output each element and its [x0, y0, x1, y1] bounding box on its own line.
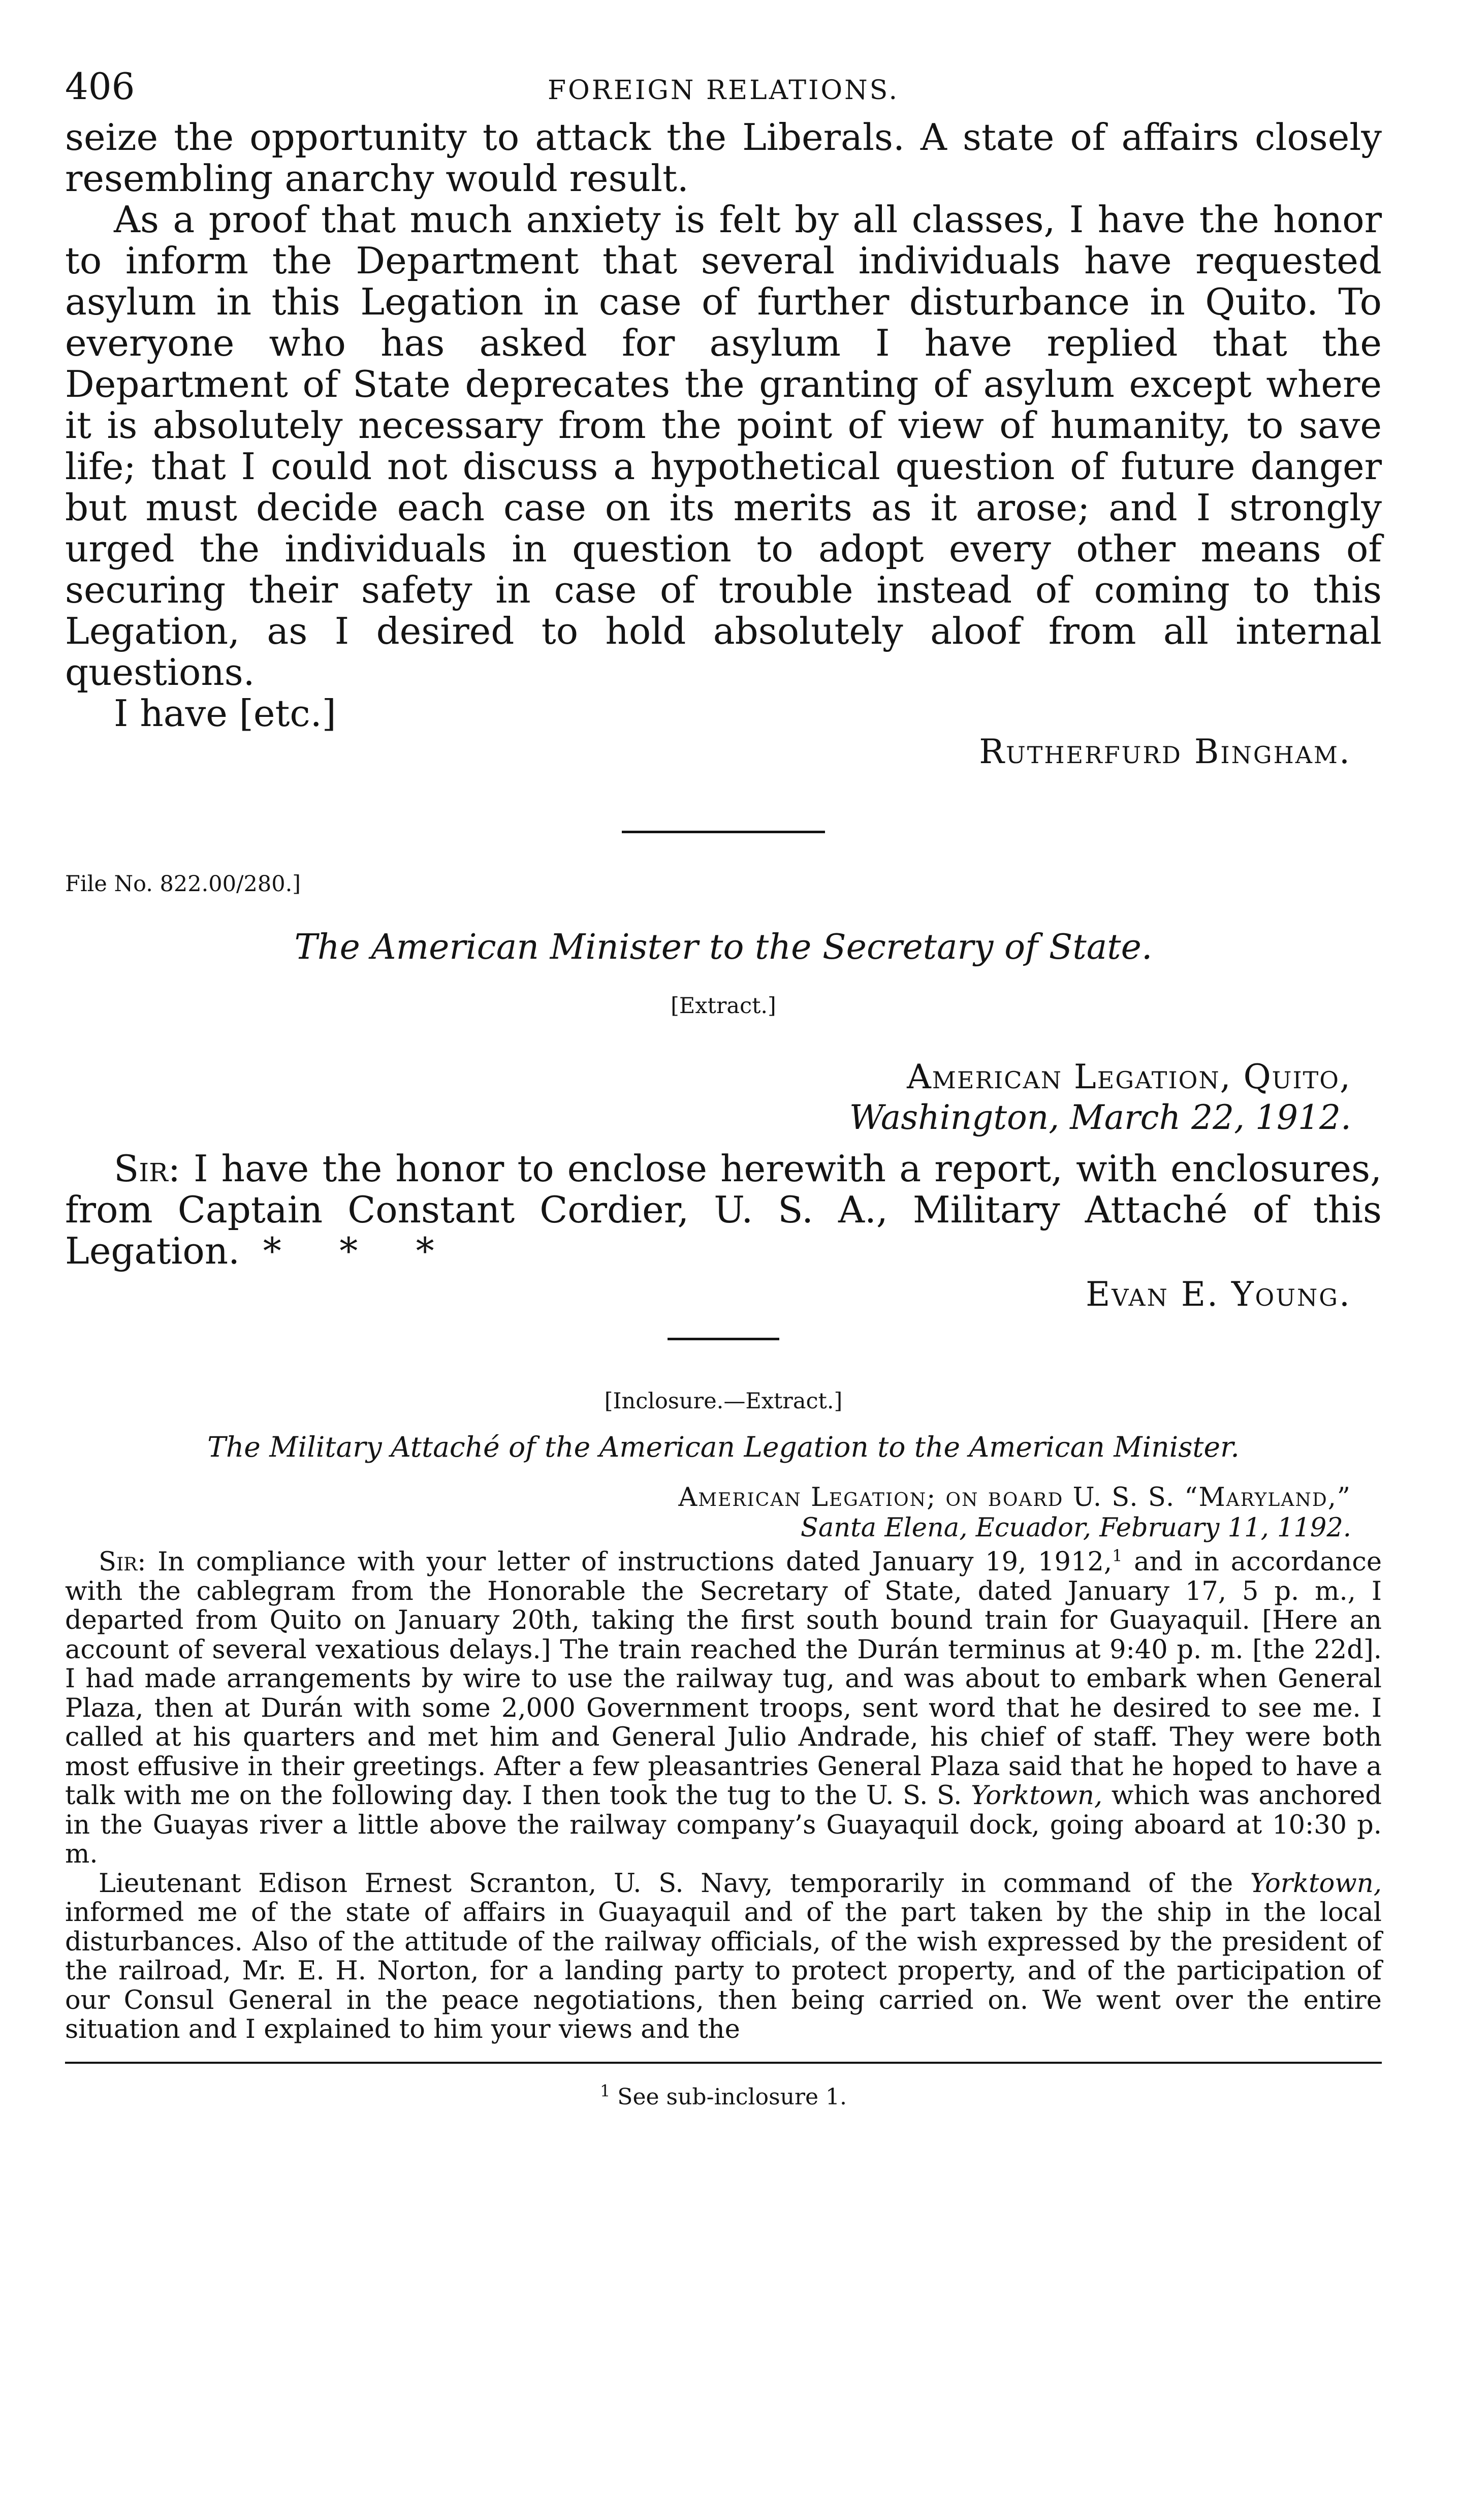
letter-body [65, 1148, 1382, 1272]
inclosure-text: and in accordance with the cablegram from the Honorable the Secretary of State, dated January 17, 5 p. m., I departed from Quito on January 20th, taking the first south bound train for Guayaquil. [Here an account of several vexatious delays.] The train reached the Durán terminus at 9:40 p. m. [the 22d]. I had made arrangements by wire to use the railway tug, and was about to embark when General Plaza, then at Durán with some 2,000 Government troops, sent word that he desired to see me. I called at his quarters and met him and General Julio Andrade, his chief of staff. They were both most effusive in their greetings. After a few pleasantries General Plaza said that he hoped to have a talk with me on the following day. I then took the tug to the U. S. S. [65, 1547, 1382, 1811]
continuation-paragraph-1: seize the opportunity to attack the Liberals. A state of affairs closely resembling anarchy would result. [65, 116, 1382, 200]
footnote [65, 2082, 1382, 2113]
continuation-paragraph-2: As a proof that much anxiety is felt by all classes, I have the honor to inform the Department that several individuals have requested asylum in this Legation in case of further disturbance in Quito. To everyone who has asked for asylum I have replied that the Department of State deprecates the granting of asylum except where it is absolutely necessary from the point of view of humanity, to save life; that I could not discuss a hypothetical question of future danger but must decide each case on its merits as it arose; and I strongly urged the individuals in question to adopt every other means of securing their safety in case of trouble instead of coming to this Legation, as I desired to hold absolutely aloof from all internal questions. [65, 198, 1382, 694]
document-title: The American Minister to the Secretary of State. [294, 927, 1153, 967]
page-number: 406 [65, 65, 135, 108]
salutation: Sir [114, 1147, 168, 1190]
document-2 [65, 869, 1382, 1317]
inclosure-note: [Inclosure.—Extract.] [604, 1389, 843, 1414]
inclosure-paragraph-2 [65, 1869, 1382, 2044]
running-head: FOREIGN RELATIONS. [548, 75, 899, 106]
inclosure-text: informed me of the state of affairs in Guayaquil and of the part taken by the ship in the local disturbances. Also of the attitude of the railway officials, of the wish expressed by the president of the railroad, Mr. E. H. Norton, for a landing party to protect property, and of the participation of our Consul General in the peace negotiations, then being carried on. We went over the entire situation and I explained to him your views and the [65, 1898, 1382, 2044]
ship-name: Yorktown, [1250, 1868, 1382, 1899]
continuation-section [65, 117, 1382, 775]
inclosure-text: Lieutenant Edison Ernest Scranton, U. S. Navy, temporarily in command of the [99, 1868, 1250, 1899]
omission-asterisks: * * * [263, 1230, 434, 1272]
inclosure-dateline-place: American Legation; on board U. S. S. “Maryland,” [678, 1483, 1351, 1513]
closing-formula: I have [etc.] [114, 692, 336, 735]
dateline-place: American Legation, Quito, [907, 1057, 1351, 1096]
signature-bingham: Rutherfurd Bingham. [979, 732, 1351, 771]
extract-note: [Extract.] [671, 993, 776, 1019]
footnote-mark: 1 [599, 2081, 611, 2100]
inclosure-text: which was anchored in the Guayas river a little above the railway company’s Guayaquil dock, going aboard at 10:30 p. m. [65, 1781, 1382, 1869]
dateline-date: Washington, March 22, 1912. [849, 1098, 1351, 1137]
ship-name: Yorktown, [970, 1781, 1103, 1811]
page-header [65, 61, 1382, 117]
footnote-reference[interactable]: 1 [1112, 1546, 1123, 1565]
file-number: File No. 822.00/280.] [65, 871, 301, 897]
dateline [65, 1057, 1351, 1138]
inclosure-paragraph-1 [65, 1548, 1382, 1869]
footnote-text: See sub-inclosure 1. [610, 2084, 847, 2110]
inclosure-text: : In compliance with your letter of instructions dated January 19, 1912, [137, 1547, 1113, 1577]
signature-young: Evan E. Young. [1086, 1275, 1351, 1314]
inclosure-title: The Military Attaché of the American Legation to the American Minister. [207, 1431, 1240, 1463]
inclosure-dateline-date: Santa Elena, Ecuador, February 11, 1192. [800, 1513, 1351, 1543]
inclosure-salutation: Sir [99, 1547, 138, 1577]
inclosure [65, 1386, 1382, 2044]
inclosure-dateline [65, 1483, 1351, 1544]
footnote-divider [65, 2062, 1382, 2064]
letter-text: : I have the honor to enclose herewith a report, with enclosures, from Captain Constant Cordier, U. S. A., Military Attaché of this Legation. [65, 1147, 1382, 1272]
section-divider [622, 831, 825, 833]
section-divider-2 [668, 1338, 779, 1340]
page [65, 61, 1382, 2469]
